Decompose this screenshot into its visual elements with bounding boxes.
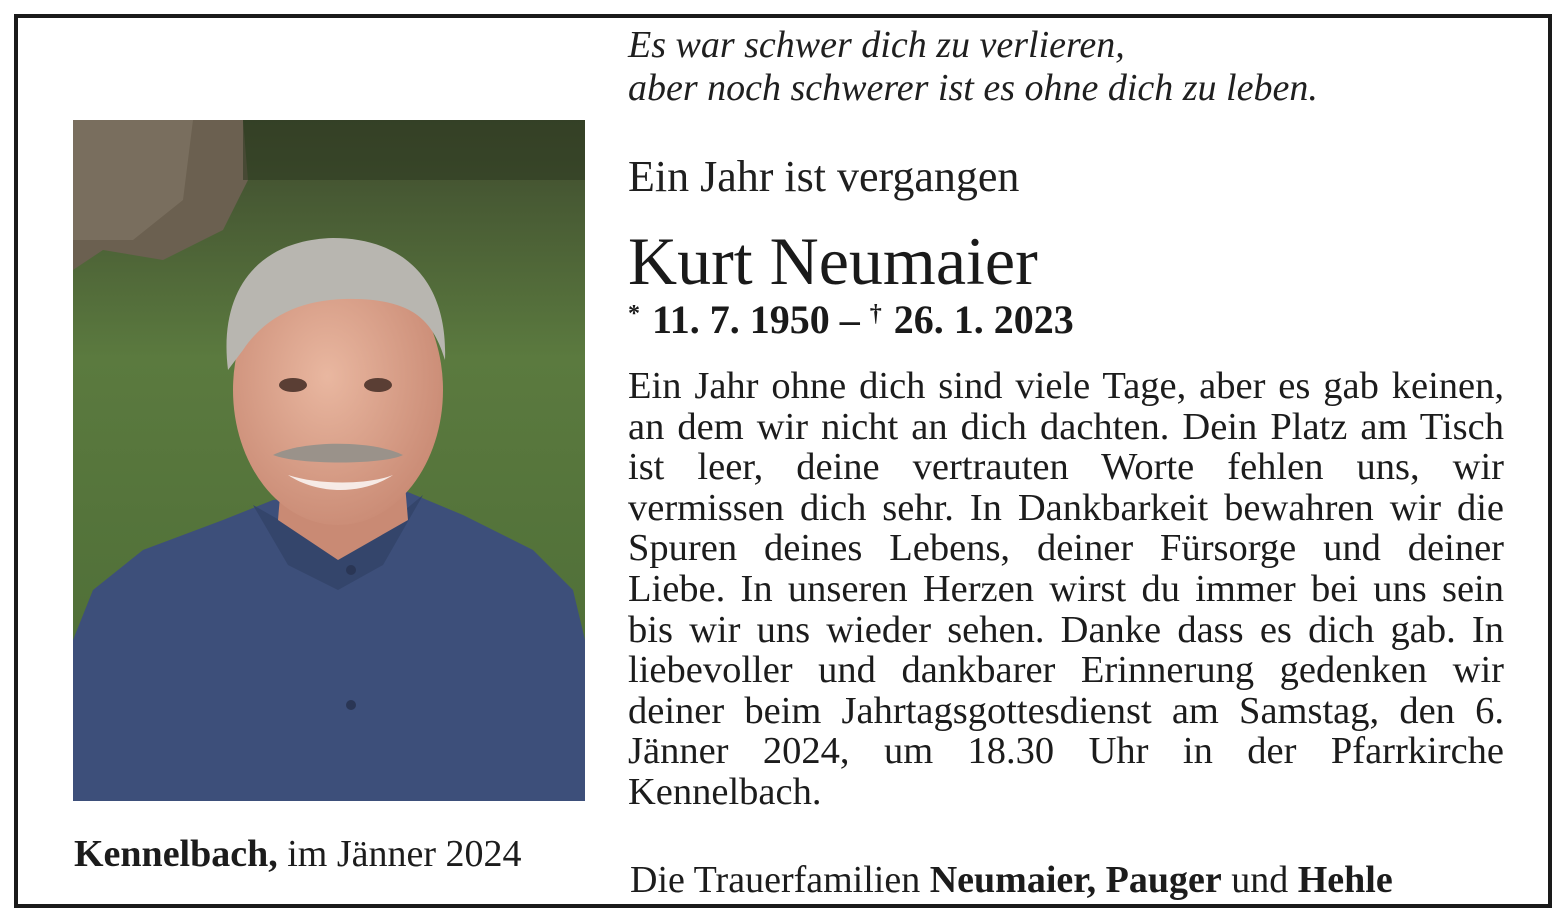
deceased-name: Kurt Neumaier (628, 223, 1038, 299)
anniversary-subtitle: Ein Jahr ist vergangen (628, 152, 1020, 201)
death-symbol: † (869, 301, 882, 327)
family-signature (630, 858, 1393, 902)
quote-line-2: aber noch schwerer ist es ohne dich zu leben. (628, 67, 1318, 109)
family-name-1: Neumaier, (929, 859, 1097, 901)
place-date-caption (74, 832, 614, 876)
dark-foliage (243, 120, 585, 180)
birth-date: 11. 7. 1950 (652, 297, 830, 342)
birth-symbol: * (628, 301, 640, 327)
family-name-2: Pauger (1105, 859, 1222, 901)
quote-line-1: Es war schwer dich zu verlieren, (628, 24, 1125, 66)
footer-space (1096, 859, 1106, 901)
portrait-illustration (73, 120, 585, 801)
family-name-3: Hehle (1297, 859, 1393, 901)
date-separator: – (829, 297, 870, 342)
footer-prefix: Die Trauerfamilien (630, 859, 930, 901)
memorial-quote (628, 24, 1508, 110)
caption-place: Kennelbach, (74, 833, 278, 875)
right-eye (364, 378, 392, 392)
memorial-text: Ein Jahr ohne dich sind viele Tage, aber es gab keinen, an dem wir nicht an dich dachten. Dein Platz am Tisch ist leer, deine vertrauten Worte fehlen uns, wir vermissen dich sehr. In Dankbarkeit bewahren wir die Spuren deines Lebens, deiner Fürsorge und deiner Liebe. In unseren Herzen wirst du immer bei uns sein bis wir uns wieder sehen. Danke dass es dich gab. In liebevoller und dankbarer Erinnerung gedenken wir deiner beim Jahrtagsgottesdienst am Samstag, den 6. Jänner 2024, um 18.30 Uhr in der Pfarrkirche Kennelbach. (628, 365, 1504, 813)
left-eye (279, 378, 307, 392)
caption-date: im Jänner 2024 (277, 833, 522, 875)
portrait-photo (73, 120, 585, 801)
shirt-button (346, 565, 356, 575)
life-dates (628, 296, 1074, 343)
footer-conjunction: und (1221, 859, 1298, 901)
death-date: 26. 1. 2023 (893, 297, 1074, 342)
shirt-button (346, 700, 356, 710)
